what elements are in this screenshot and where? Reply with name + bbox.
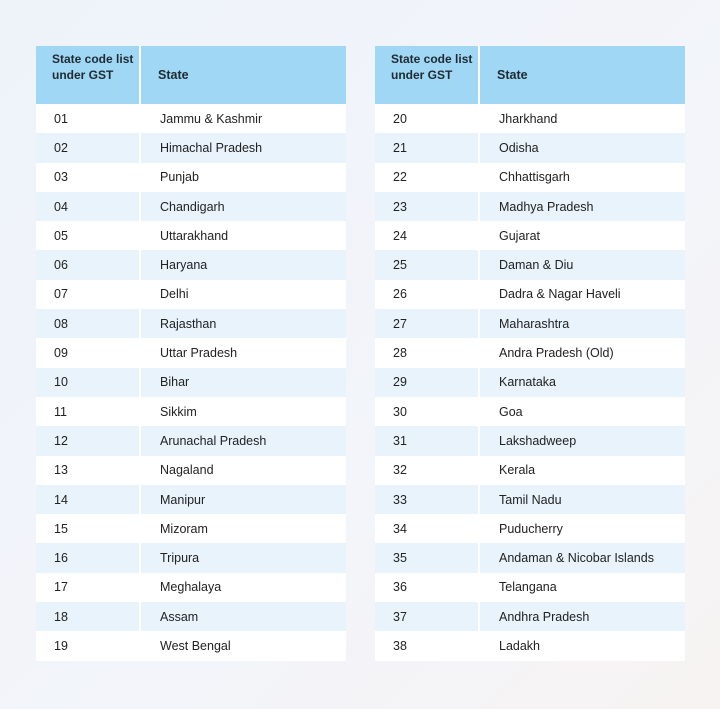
- state-code-cell: 11: [36, 397, 141, 426]
- state-code-cell: 13: [36, 456, 141, 485]
- table-row: [36, 602, 346, 631]
- state-name-cell: Chhattisgarh: [499, 170, 570, 185]
- state-code-cell: 14: [36, 485, 141, 514]
- table-row: [36, 573, 346, 602]
- state-code-cell: 15: [36, 514, 141, 543]
- table-row: [375, 163, 685, 192]
- table-row: [375, 309, 685, 338]
- gst-state-code-table-left: [36, 46, 346, 661]
- table-row: [36, 485, 346, 514]
- state-code-cell: 27: [375, 309, 480, 338]
- table-row: [36, 397, 346, 426]
- state-code-cell: 34: [375, 514, 480, 543]
- state-code-cell: 33: [375, 485, 480, 514]
- state-name-cell: West Bengal: [160, 638, 231, 653]
- state-name-cell: Punjab: [160, 170, 199, 185]
- state-name-cell: Arunachal Pradesh: [160, 433, 267, 448]
- state-name-cell: Andaman & Nicobar Islands: [499, 551, 654, 566]
- state-code-cell: 35: [375, 543, 480, 572]
- state-code-cell: 19: [36, 631, 141, 660]
- table-row: [36, 631, 346, 660]
- state-name-cell: Puducherry: [499, 521, 563, 536]
- state-name-cell: Ladakh: [499, 638, 541, 653]
- state-code-cell: 03: [36, 163, 141, 192]
- state-name-cell: Andra Pradesh (Old): [499, 346, 614, 361]
- state-code-cell: 37: [375, 602, 480, 631]
- state-name-cell: Kerala: [499, 463, 536, 478]
- header-state-code: State code list under GST: [36, 46, 141, 104]
- table-row: [36, 338, 346, 367]
- state-name-cell: Haryana: [160, 258, 208, 273]
- table-row: [36, 133, 346, 162]
- state-name-cell: Andhra Pradesh: [499, 609, 590, 624]
- state-code-cell: 20: [375, 104, 480, 133]
- state-code-cell: 04: [36, 192, 141, 221]
- table-row: [36, 192, 346, 221]
- state-code-cell: 32: [375, 456, 480, 485]
- header-state-code: State code list under GST: [375, 46, 480, 104]
- state-code-cell: 26: [375, 280, 480, 309]
- table-row: [36, 426, 346, 455]
- table-row: [375, 250, 685, 279]
- table-row: [375, 368, 685, 397]
- state-name-cell: Odisha: [499, 140, 539, 155]
- state-name-cell: Goa: [499, 404, 523, 419]
- state-code-cell: 23: [375, 192, 480, 221]
- table-row: [375, 338, 685, 367]
- header-state: State: [158, 68, 189, 82]
- table-row: [36, 163, 346, 192]
- state-name-cell: Maharashtra: [499, 316, 570, 331]
- table-row: [375, 514, 685, 543]
- state-code-cell: 38: [375, 631, 480, 660]
- state-name-cell: Rajasthan: [160, 316, 217, 331]
- table-row: [36, 456, 346, 485]
- table-row: [375, 426, 685, 455]
- table-row: [375, 573, 685, 602]
- state-name-cell: Telangana: [499, 580, 557, 595]
- table-row: [375, 192, 685, 221]
- state-code-cell: 12: [36, 426, 141, 455]
- state-name-cell: Mizoram: [160, 521, 208, 536]
- state-code-cell: 16: [36, 543, 141, 572]
- table-row: [36, 280, 346, 309]
- state-code-cell: 31: [375, 426, 480, 455]
- table-row: [36, 221, 346, 250]
- table-row: [36, 514, 346, 543]
- table-row: [375, 485, 685, 514]
- gst-state-code-table-right: [375, 46, 685, 661]
- state-name-cell: Madhya Pradesh: [499, 199, 594, 214]
- state-name-cell: Manipur: [160, 492, 206, 507]
- state-code-cell: 09: [36, 338, 141, 367]
- state-name-cell: Meghalaya: [160, 580, 222, 595]
- state-code-cell: 36: [375, 573, 480, 602]
- table-row: [375, 221, 685, 250]
- table-row: [375, 397, 685, 426]
- state-name-cell: Lakshadweep: [499, 433, 577, 448]
- state-name-cell: Karnataka: [499, 375, 556, 390]
- table-row: [375, 456, 685, 485]
- state-code-cell: 28: [375, 338, 480, 367]
- state-name-cell: Jammu & Kashmir: [160, 111, 263, 126]
- state-name-cell: Nagaland: [160, 463, 214, 478]
- state-code-cell: 10: [36, 368, 141, 397]
- state-name-cell: Bihar: [160, 375, 190, 390]
- table-body: [36, 104, 346, 661]
- state-code-cell: 24: [375, 221, 480, 250]
- state-code-cell: 18: [36, 602, 141, 631]
- table-row: [36, 309, 346, 338]
- table-row: [375, 104, 685, 133]
- table-row: [36, 250, 346, 279]
- table-row: [375, 631, 685, 660]
- state-name-cell: Tripura: [160, 551, 200, 566]
- state-name-cell: Uttar Pradesh: [160, 346, 238, 361]
- state-name-cell: Gujarat: [499, 228, 540, 243]
- state-code-cell: 29: [375, 368, 480, 397]
- table-row: [375, 602, 685, 631]
- state-name-cell: Chandigarh: [160, 199, 225, 214]
- state-code-cell: 17: [36, 573, 141, 602]
- table-row: [36, 543, 346, 572]
- state-code-cell: 08: [36, 309, 141, 338]
- state-code-cell: 30: [375, 397, 480, 426]
- state-code-cell: 25: [375, 250, 480, 279]
- state-code-cell: 05: [36, 221, 141, 250]
- table-header: [36, 46, 346, 104]
- table-row: [36, 104, 346, 133]
- state-name-cell: Tamil Nadu: [499, 492, 562, 507]
- table-row: [375, 543, 685, 572]
- state-name-cell: Delhi: [160, 287, 189, 302]
- table-header: [375, 46, 685, 104]
- state-code-cell: 22: [375, 163, 480, 192]
- state-name-cell: Uttarakhand: [160, 228, 229, 243]
- state-code-cell: 06: [36, 250, 141, 279]
- table-body: [375, 104, 685, 661]
- state-code-cell: 21: [375, 133, 480, 162]
- table-row: [36, 368, 346, 397]
- table-row: [375, 133, 685, 162]
- state-name-cell: Jharkhand: [499, 111, 558, 126]
- state-code-cell: 07: [36, 280, 141, 309]
- state-name-cell: Dadra & Nagar Haveli: [499, 287, 621, 302]
- header-state: State: [497, 68, 528, 82]
- state-name-cell: Daman & Diu: [499, 258, 574, 273]
- state-code-cell: 02: [36, 133, 141, 162]
- state-code-cell: 01: [36, 104, 141, 133]
- state-name-cell: Assam: [160, 609, 199, 624]
- state-name-cell: Sikkim: [160, 404, 197, 419]
- table-row: [375, 280, 685, 309]
- state-name-cell: Himachal Pradesh: [160, 140, 263, 155]
